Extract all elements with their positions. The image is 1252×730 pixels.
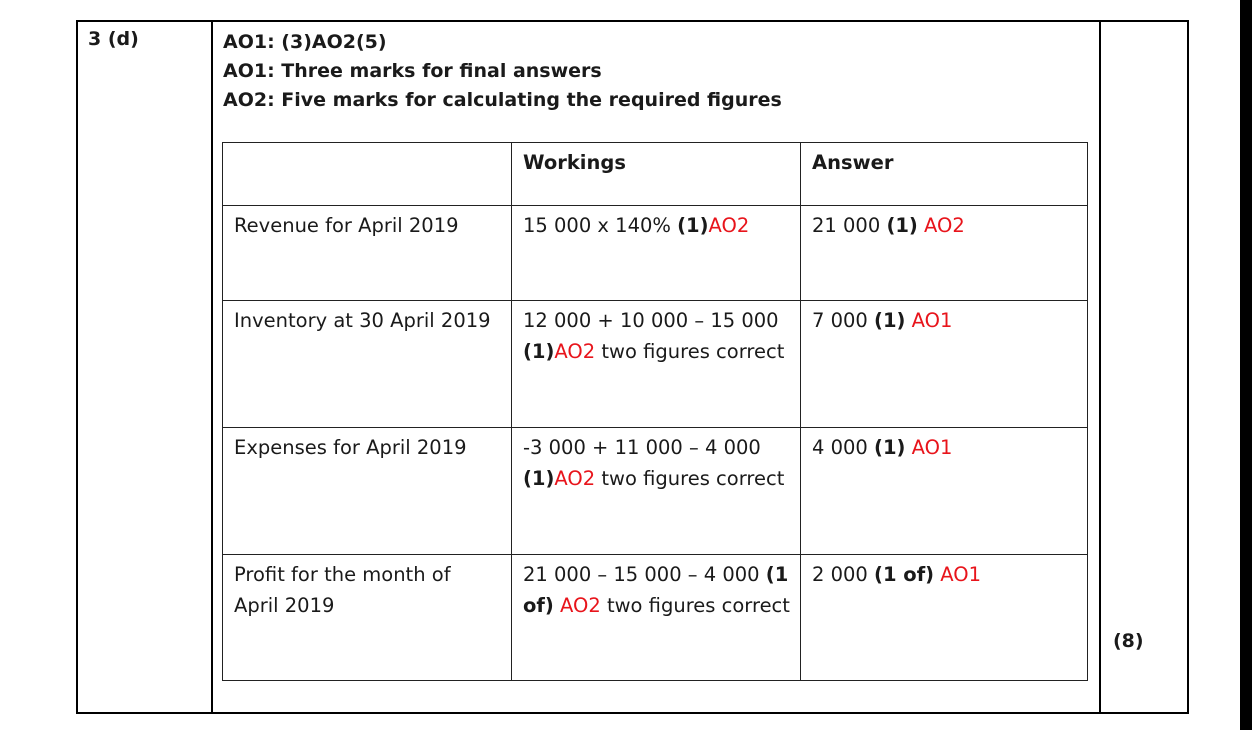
assessment-objectives — [213, 22, 1099, 115]
row-answer — [801, 206, 1088, 301]
answer-mark: (1) — [874, 309, 906, 332]
row-item: Profit for the month of April 2019 — [223, 555, 512, 681]
table-row — [223, 206, 1088, 301]
page-edge-strip — [1240, 0, 1252, 730]
working-note: two figures correct — [595, 340, 785, 363]
answer-mark: (1) — [874, 436, 906, 459]
row-item: Inventory at 30 April 2019 — [223, 301, 512, 428]
ao2-description: AO2: Five marks for calculating the required figures — [223, 89, 782, 111]
working-ao: AO2 — [554, 340, 596, 363]
row-answer — [801, 428, 1088, 555]
answer-mark: (1) — [886, 214, 918, 237]
row-item: Revenue for April 2019 — [223, 206, 512, 301]
working-text: 21 000 – 15 000 – 4 000 — [523, 563, 766, 586]
row-answer — [801, 555, 1088, 681]
total-marks: (8) — [1113, 630, 1144, 652]
guidance-cell — [212, 21, 1100, 713]
answer-text: 2 000 — [812, 563, 875, 586]
row-working — [512, 428, 801, 555]
working-mark: (1) — [677, 214, 709, 237]
ao-summary: AO1: (3)AO2(5) — [223, 31, 387, 53]
answer-mark: (1 of) — [874, 563, 935, 586]
working-ao: AO2 — [560, 594, 601, 617]
row-answer — [801, 301, 1088, 428]
header-cell-answer: Answer — [801, 143, 1088, 206]
row-working — [512, 206, 801, 301]
mark-scheme-table — [76, 20, 1189, 714]
working-note: two figures correct — [595, 467, 785, 490]
table-row — [223, 555, 1088, 681]
answer-ao: AO1 — [911, 309, 953, 332]
working-mark: (1 of) — [523, 563, 789, 617]
row-working — [512, 301, 801, 428]
working-note: two figures correct — [600, 594, 790, 617]
answer-ao: AO1 — [940, 563, 982, 586]
question-cell — [77, 21, 212, 713]
working-mark: (1) — [523, 467, 555, 490]
working-text: -3 000 + 11 000 – 4 000 — [523, 436, 761, 459]
answer-ao: AO2 — [924, 214, 965, 237]
marks-cell — [1100, 21, 1188, 713]
workings-table — [222, 142, 1088, 681]
answer-text: 7 000 — [812, 309, 875, 332]
ao1-description: AO1: Three marks for final answers — [223, 60, 602, 82]
answer-text: 4 000 — [812, 436, 875, 459]
working-text: 15 000 x 140% — [523, 214, 678, 237]
header-cell-workings: Workings — [512, 143, 801, 206]
table-row — [223, 428, 1088, 555]
working-ao: AO2 — [708, 214, 750, 237]
answer-text: 21 000 — [812, 214, 887, 237]
row-item: Expenses for April 2019 — [223, 428, 512, 555]
row-working — [512, 555, 801, 681]
header-cell-blank — [223, 143, 512, 206]
working-mark: (1) — [523, 340, 555, 363]
answer-ao: AO1 — [911, 436, 953, 459]
workings-header-row — [223, 143, 1088, 206]
table-row — [223, 301, 1088, 428]
working-text: 12 000 + 10 000 – 15 000 — [523, 309, 779, 332]
working-ao: AO2 — [554, 467, 596, 490]
question-number: 3 (d) — [88, 28, 139, 50]
